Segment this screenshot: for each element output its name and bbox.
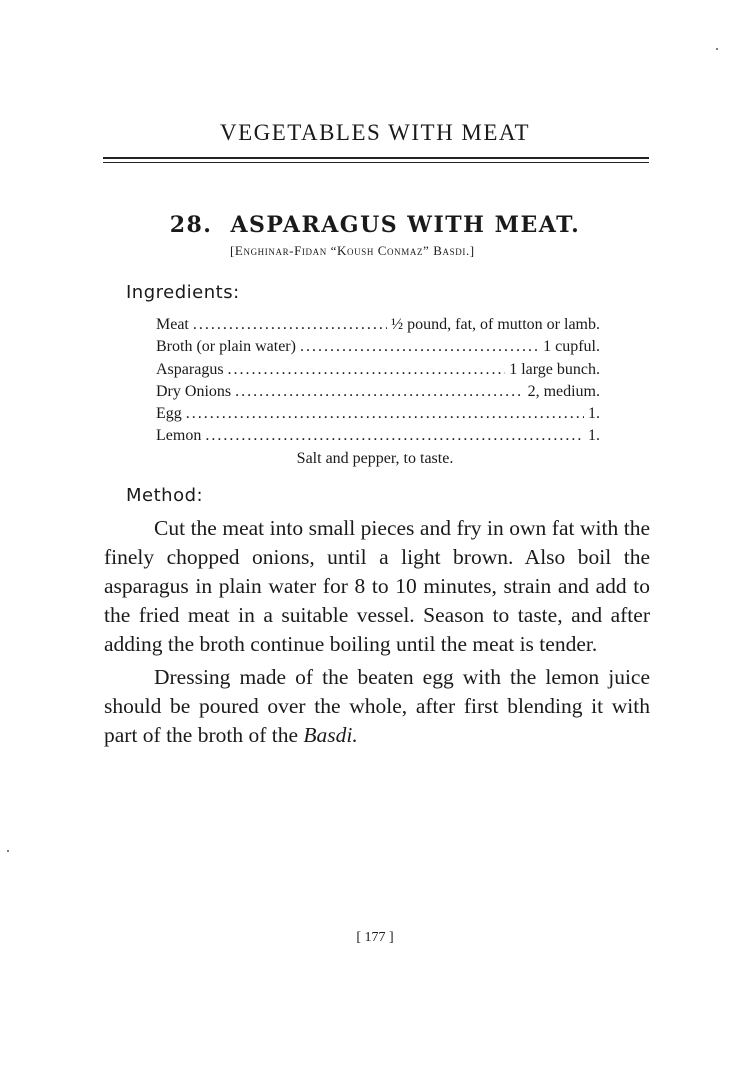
ingredient-row [156,403,600,425]
ingredient-row [156,359,600,381]
method-paragraph: Cut the meat into small pieces and fry in own fat with the finely chopped onions, until a light brown. Also boil the asparagus in plain water for 8 to 10 minutes, strain and add to the fried meat in a suitable vessel. Season to taste, and after adding the broth continue boiling until the meat is tender. [104,516,650,656]
dot-leader [235,381,523,403]
ingredient-row [156,381,600,403]
ingredient-row [156,336,600,358]
ingredient-row [156,314,600,336]
recipe-number: 28. [169,212,213,238]
ingredient-amount: ½ pound, fat, of mutton or lamb. [391,316,600,333]
ingredient-name: Asparagus [156,360,224,378]
ingredient-amount: 1 cupful. [543,338,600,356]
method-text [104,514,650,754]
method-paragraph [104,663,650,750]
ingredient-amount: 2, medium. [527,382,600,400]
header-rule-thick [103,157,649,159]
running-head: VEGETABLES WITH MEAT [219,120,531,145]
ingredients-list [156,314,600,448]
seasoning-note: Salt and pepper, to taste. [296,450,454,467]
ingredients-heading: Ingredients: [126,282,240,303]
ingredient-row [156,425,600,447]
page-number: [ 177 ] [356,930,394,945]
method-paragraph-text: Dressing made of the beaten egg with the lemon juice should be poured over the whole, after first blending it with part of the broth of the [104,665,650,747]
ingredient-amount: 1. [588,427,600,445]
dish-name-italic: Basdi. [303,723,358,747]
ingredient-name: Meat [156,316,189,333]
ingredient-name: Dry Onions [156,382,232,400]
dot-leader [205,425,584,447]
ingredient-name: Egg [156,405,182,423]
ingredient-amount: 1 large bunch. [509,360,600,378]
dot-leader [300,336,539,358]
recipe-subtitle: [Enghinar-Fidan “Koush Conmaz” Basdi.] [230,243,475,258]
dot-leader [186,403,584,425]
method-heading: Method: [126,485,204,506]
recipe-title [0,212,750,238]
ingredient-amount: 1. [588,405,600,423]
paper-speck [716,48,718,50]
paper-speck [7,850,9,852]
ingredient-name: Broth (or plain water) [156,338,296,356]
dot-leader [193,314,387,336]
header-rule-thin [103,162,649,163]
ingredient-name: Lemon [156,427,202,445]
recipe-name: ASPARAGUS WITH MEAT. [230,212,581,238]
dot-leader [228,359,506,381]
